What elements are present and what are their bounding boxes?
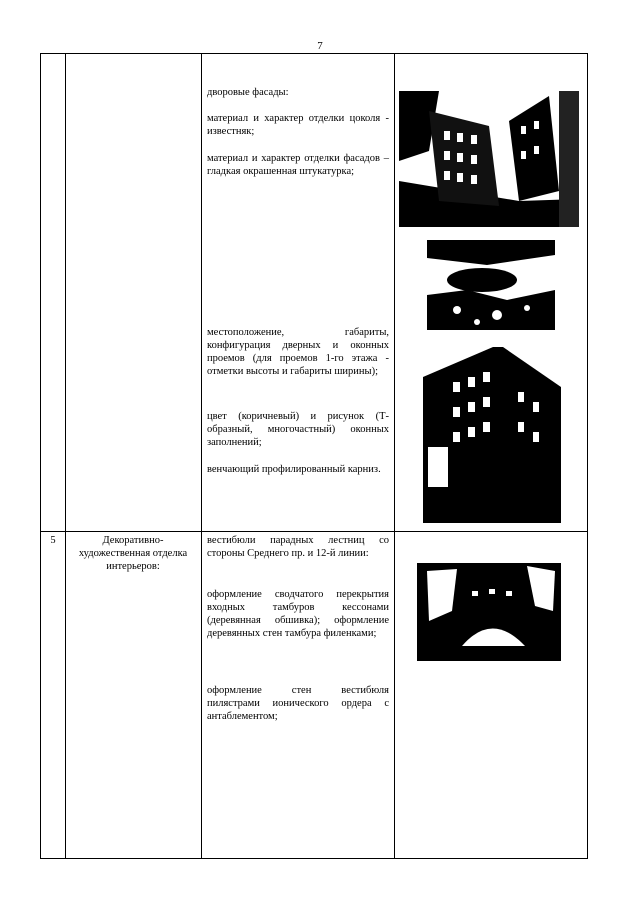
document-table [40,53,588,859]
row1-paragraph: местоположение, габариты, конфигурация дверных и оконных проемов (для проемов 1-го этажа - отметки высоты и габариты ширины); [207,327,389,377]
row1-paragraph: дворовые фасады: [207,87,289,98]
page-number: 7 [317,40,323,52]
row1-paragraph: материал и характер отделки цоколя - известняк; [207,113,389,137]
vestibule-vault-photo [417,551,561,661]
row1-paragraph: венчающий профилированный карниз. [207,464,381,475]
building-windows-photo [423,347,561,523]
row2-paragraph: вестибюли парадных лестниц со стороны Среднего пр. и 12-й линии: [207,535,389,559]
row-number: 5 [50,535,56,546]
row-title: Декоративно-художественная отделка интерьеров: [78,535,188,572]
courtyard-facade-photo [399,91,579,227]
row2-paragraph: оформление стен вестибюля пилястрами ионического ордера с антаблементом; [207,685,389,722]
row1-paragraph: цвет (коричневый) и рисунок (Т-образный, многочастный) оконных заполнений; [207,411,389,448]
row-divider [41,531,587,532]
column-divider [65,54,66,858]
row2-paragraph: оформление сводчатого перекрытия входных тамбуров кессонами (деревянная обшивка); оформление деревянных стен тамбура филенками; [207,589,389,639]
plinth-detail-photo [427,240,555,330]
column-divider [394,54,395,858]
column-divider [201,54,202,858]
row1-paragraph: материал и характер отделки фасадов – гладкая окрашенная штукатурка; [207,153,389,177]
